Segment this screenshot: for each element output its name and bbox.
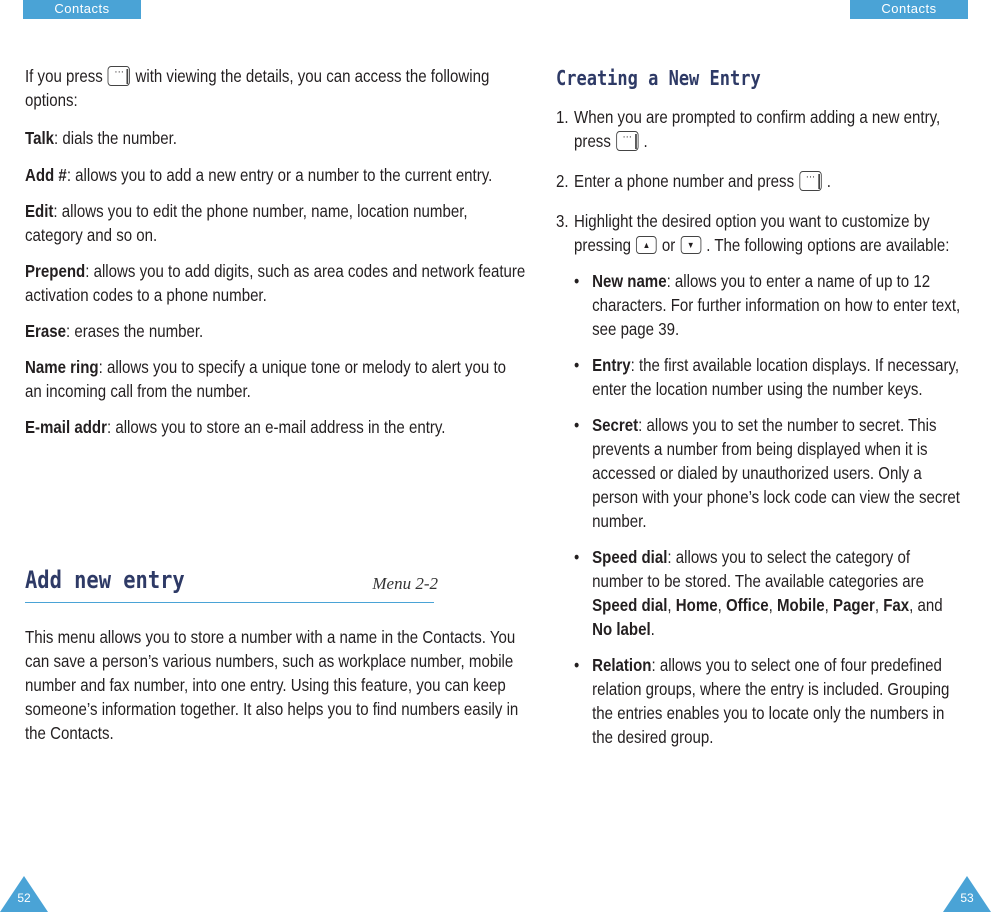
section-body: This menu allows you to store a number with a name in the Contacts. You can save a person’s various numbers, such as workplace number, mobile number and fax number, into one entry. Using this feature, you can keep someone’s information together. It also helps you to find numbers easily in the Contacts. — [25, 627, 519, 743]
menu-key-icon: ··· — [799, 171, 821, 191]
bullet-relation: • Relation: allows you to select one of four predefined relation groups, where the entry is included. Grouping the entries enables you to locate only the numbers in the desired group. — [574, 655, 950, 747]
right-page — [495, 0, 991, 912]
down-arrow-key-icon: ▼ — [680, 236, 701, 254]
bullet-new-name: • New name: allows you to enter a name of up to 12 characters. For further information on how to enter text, see page 39. — [574, 271, 961, 339]
section-tab: Contacts — [850, 0, 968, 19]
steps-list — [556, 105, 964, 749]
menu-key-icon: ··· — [616, 131, 638, 151]
section-title: Add new entry — [25, 566, 185, 594]
options-block — [25, 64, 526, 439]
section-tab: Contacts — [23, 0, 141, 19]
page-number: 53 — [960, 891, 974, 905]
option-erase: Erase: erases the number. — [25, 321, 204, 341]
page-title: Creating a New Entry — [556, 66, 761, 90]
option-name-ring: Name ring: allows you to specify a unique tone or melody to alert you to an incoming call from the number. — [25, 357, 507, 401]
step-2: 2. Enter a phone number and press ··· . — [556, 171, 831, 191]
option-edit: Edit: allows you to edit the phone number, name, location number, category and so on. — [25, 201, 468, 245]
step-1: 1. When you are prompted to confirm adding a new entry, press ··· . — [556, 107, 941, 151]
bullet-speed-dial: • Speed dial: allows you to select the category of number to be stored. The available categories are Speed dial, Home, Office, Mobile, Pager, Fax, and No label. — [574, 547, 943, 639]
option-talk: Talk: dials the number. — [25, 128, 177, 148]
bullet-entry: • Entry: the first available location displays. If necessary, enter the location number using the number keys. — [574, 355, 960, 399]
menu-reference: Menu 2-2 — [372, 574, 438, 593]
page-number: 52 — [17, 891, 31, 905]
option-prepend: Prepend: allows you to add digits, such as area codes and network feature activation codes to a phone number. — [25, 261, 526, 305]
option-email-addr: E-mail addr: allows you to store an e-mail address in the entry. — [25, 417, 446, 437]
intro-paragraph: If you press ··· with viewing the details, you can access the following options: — [25, 66, 490, 110]
section-divider — [25, 602, 434, 603]
step-3: 3. Highlight the desired option you want to customize by pressing ▲ or ▼ . The following options are available: — [556, 211, 950, 255]
menu-key-icon: ··· — [108, 66, 130, 86]
up-arrow-key-icon: ▲ — [636, 236, 657, 254]
bullet-secret: • Secret: allows you to set the number to secret. This prevents a number from being displayed when it is accessed or dialed by unauthorized users. Only a person with your phone’s lock code can view the secret number. — [574, 415, 960, 531]
option-add-number: Add #: allows you to add a new entry or a number to the current entry. — [25, 165, 493, 185]
